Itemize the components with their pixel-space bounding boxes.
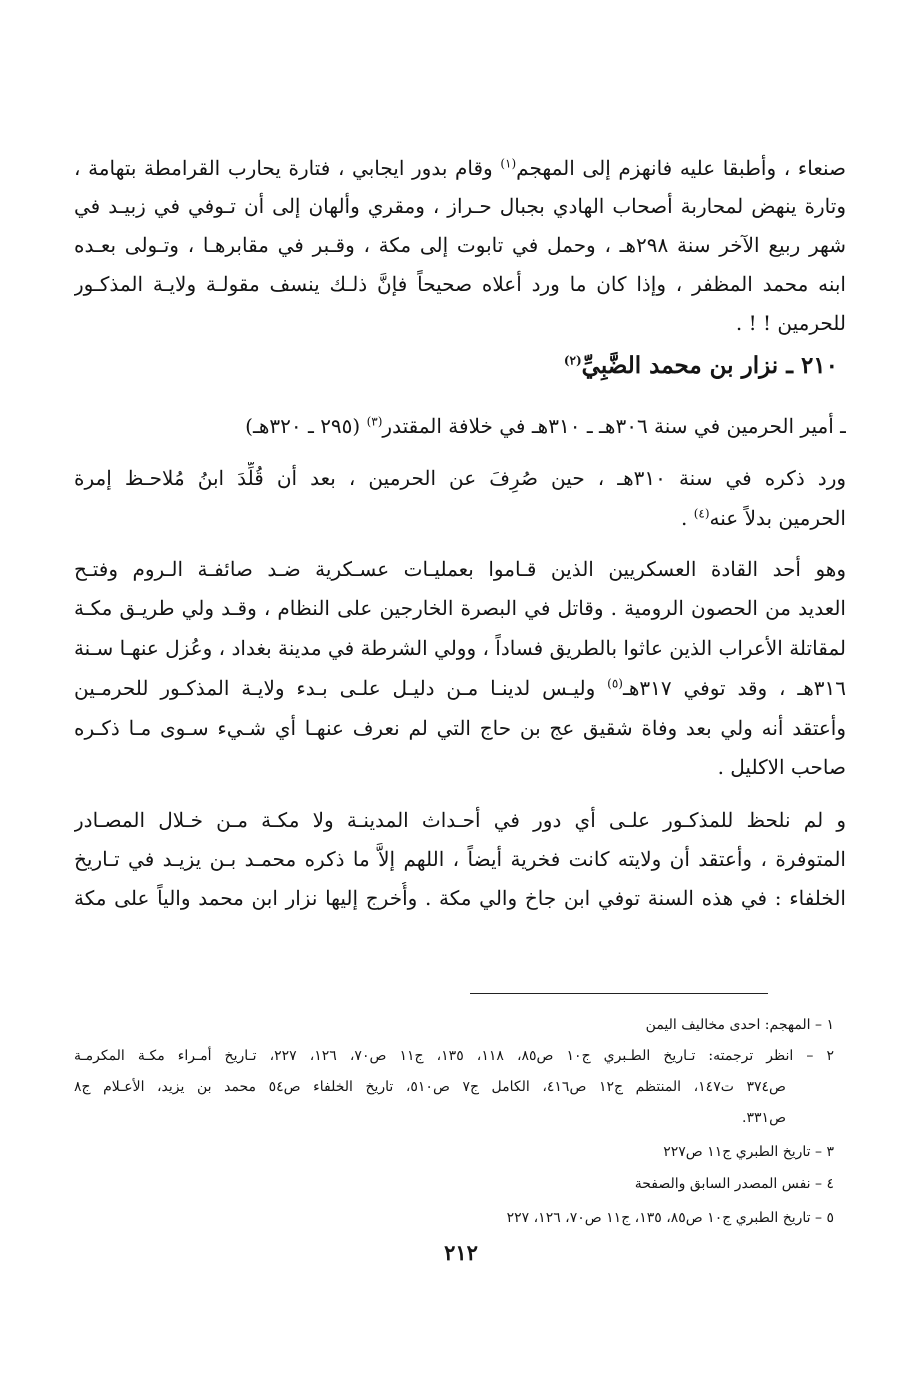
line-text: العديد من الحصون الرومية . وقاتل في البصرة الخارجين على النظام ، وقـد ولي طريـق مكـة — [74, 596, 846, 620]
paragraph-3-line-3 — [74, 632, 846, 664]
line-text: الحرمين بدلاً عنه — [709, 506, 846, 530]
paragraph-3-line-1 — [74, 553, 846, 585]
paragraph-4-line-3 — [74, 882, 846, 914]
footnote-2-line-2: ص٣٧٤ ت١٤٧، المنتظم ج١٢ ص٤١٦، الكامل ج٧ ص٥١٠، تاريخ الخلفاء ص٥٤ محمد بن يزيد، الأعـلام ج٨ — [74, 1079, 786, 1095]
line-text: ورد ذكره في سنة ٣١٠هـ ، حين صُرِفَ عن الحرمين ، بعد أن قُلِّدَ ابنُ مُلاحـظ إمرة — [74, 466, 846, 490]
entry-heading — [66, 350, 838, 382]
entry-subtitle — [74, 410, 846, 442]
line-text: صنعاء ، وأطبقا عليه فانهزم إلى المهجم — [516, 156, 846, 180]
footnote-marker: (٤) — [693, 506, 710, 521]
page-number: ٢١٢ — [444, 1240, 478, 1265]
heading-text: ٢١٠ ـ نزار بن محمد الضَّبِيِّ — [581, 352, 838, 379]
line-text: و لم نلحظ للمذكـور علـى أي دور في أحـداث المدينـة ولا مكـة مـن خـلال المصـادر — [74, 808, 846, 832]
line-text: لمقاتلة الأعراب الذين عاثوا بالطريق فساداً ، وولي الشرطة في مدينة بغداد ، وعُزل عنهـا سـنة — [74, 636, 846, 660]
paragraph-1-line-5 — [74, 307, 846, 339]
line-text-continued: وليـس لدينـا مـن دليـل علـى بـدء ولايـة المذكـور للحرمـين — [74, 676, 608, 700]
paragraph-2-line-2 — [74, 502, 846, 534]
line-text: للحرمين ! ! . — [735, 311, 846, 335]
line-text-continued: . — [681, 506, 694, 530]
paragraph-2-line-1 — [74, 462, 846, 494]
line-text: وأعتقد أنه ولي بعد وفاة شقيق عج بن حاج التي لم نعرف عنهـا أي شـيء سـوى مـا ذكـره — [74, 716, 846, 740]
footnote-2-line-3: ص٣٣١. — [742, 1110, 786, 1126]
footnote-1: ١ – المهجم: احدى مخاليف اليمن — [645, 1017, 834, 1033]
paragraph-3-line-6 — [74, 751, 846, 783]
paragraph-1-line-4 — [74, 268, 846, 300]
footnote-5: ٥ – تاريخ الطبري ج١٠ ص٨٥، ١٣٥، ج١١ ص٧٠، ١٢٦، ٢٢٧ — [506, 1210, 834, 1226]
paragraph-3-line-2 — [74, 592, 846, 624]
paragraph-1-line-2 — [74, 190, 846, 222]
footnote-3: ٣ – تاريخ الطبري ج١١ ص٢٢٧ — [663, 1144, 834, 1160]
line-text-continued: وقام بدور ايجابي ، فتارة يحارب القرامطة بتهامة ، — [74, 156, 501, 180]
paragraph-3-line-4 — [74, 672, 846, 704]
line-text: وهو أحد القادة العسكريين الذين قـاموا بعمليـات عسـكرية ضـد صائفـة الـروم وفتـح — [74, 557, 846, 581]
paragraph-1-line-3 — [74, 229, 846, 261]
line-text: ٣١٦هـ ، وقد توفي ٣١٧هـ — [622, 676, 846, 700]
paragraph-3-line-5 — [74, 712, 846, 744]
footnote-marker: (١) — [500, 156, 517, 171]
line-text: صاحب الاكليل . — [717, 755, 846, 779]
footnote-marker: (٥) — [607, 676, 623, 691]
footnote-separator — [470, 993, 768, 994]
paragraph-4-line-2 — [74, 843, 846, 875]
footnote-marker: (٣) — [366, 414, 383, 429]
line-text: ابنه محمد المظفر ، وإذا كان ما ورد أعلاه صحيحاً فإنَّ ذلـك ينسف مقولـة ولايـة المذكـور — [74, 272, 846, 296]
line-text: شهر ربيع الآخر سنة ٢٩٨هـ ، وحمل في تابوت إلى مكة ، وقـبر في مقابرهـا ، وتـولى بعـده — [74, 233, 846, 257]
footnote-4: ٤ – نفس المصدر السابق والصفحة — [634, 1176, 834, 1192]
subtitle-dates: (٢٩٥ ـ ٣٢٠هـ) — [245, 414, 367, 438]
footnote-2-line-1: ٢ – انظر ترجمته: تـاريخ الطـبري ج١٠ ص٨٥، ١١٨، ١٣٥، ج١١ ص٧٠، ١٢٦، ٢٢٧، تـاريخ أمـراء مكـة المكرمـة — [74, 1048, 834, 1064]
paragraph-1-line-1 — [74, 152, 846, 184]
paragraph-4-line-1 — [74, 804, 846, 836]
line-text: المتوفرة ، وأعتقد أن ولايته كانت فخرية أيضاً ، اللهم إلاَّ ما ذكره محمـد بـن يزيـد في تـاريخ — [74, 847, 846, 871]
subtitle-text: ـ أمير الحرمين في سنة ٣٠٦هـ ـ ٣١٠هـ في خلافة المقتدر — [382, 414, 846, 438]
line-text: الخلفاء : في هذه السنة توفي ابن جاخ والي مكة . وأُخرج إليها نزار ابن محمد والياً على مكة — [74, 886, 846, 910]
line-text: وتارة ينهض لمحاربة أصحاب الهادي بجبال حـراز ، ومقري وألهان إلى أن تـوفي في زبيـد في — [74, 194, 846, 218]
footnote-marker: (٢) — [563, 353, 582, 368]
